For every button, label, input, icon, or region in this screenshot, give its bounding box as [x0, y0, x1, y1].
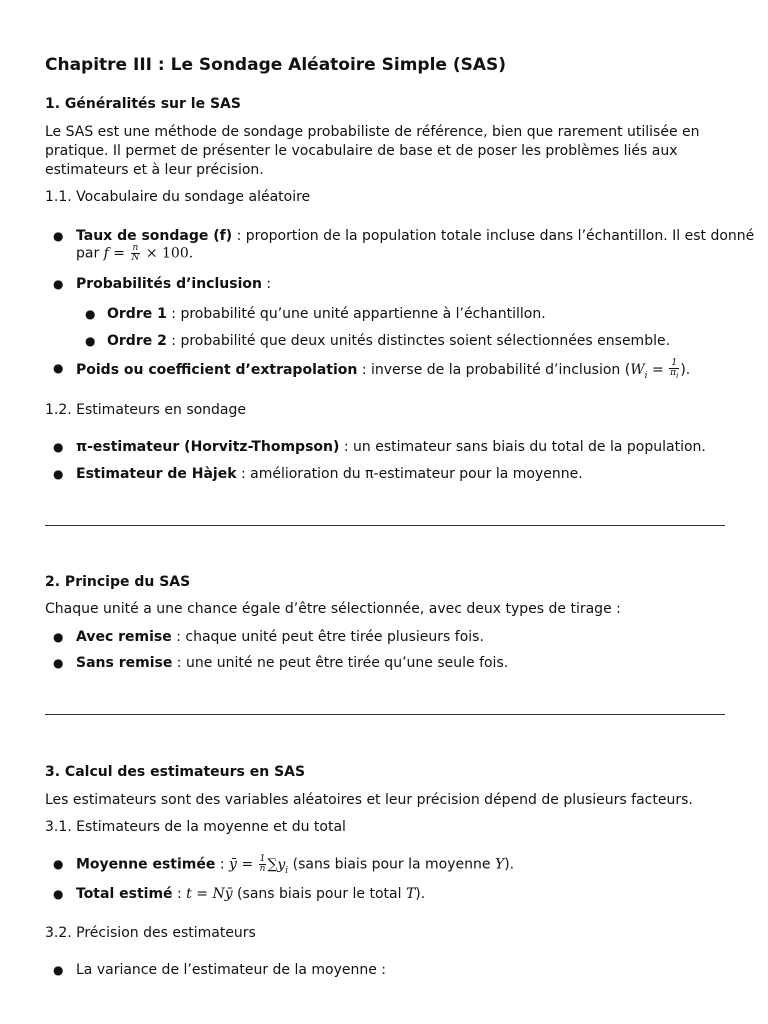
taux-label: Taux de sondage (f) [76, 228, 233, 244]
bullet-icon: ● [53, 440, 64, 454]
pi-text: : un estimateur sans biais du total de la population. [339, 439, 706, 455]
tot-text: (sans biais pour le total [232, 886, 406, 902]
list-item-ordre-1 [107, 305, 546, 324]
subsection-1-1-heading: 1.1. Vocabulaire du sondage aléatoire [45, 189, 311, 205]
section-3-intro: Les estimateurs sont des variables aléatoires et leur précision dépend de plusieurs facteurs. [45, 792, 693, 808]
ordre2-text: : probabilité que deux unités distinctes soient sélectionnées ensemble. [166, 333, 671, 349]
formula-t: t [186, 886, 192, 902]
list-item-proba [76, 275, 271, 294]
fraction-n-over-N: $\frac{n}{N}$ [131, 243, 140, 263]
moy-end: ). [504, 856, 515, 873]
tot-sep: : [172, 886, 187, 902]
var-text: La variance de l’estimateur de la moyenne : [76, 962, 387, 978]
list-item-ordre-2 [107, 332, 670, 351]
tot-label: Total estimé [76, 886, 173, 902]
bullet-icon: ● [53, 277, 64, 291]
moy-text: (sans biais pour la moyenne [288, 856, 495, 873]
section-divider [45, 714, 725, 715]
list-item-poids: Poids ou coefficient d’extrapolation : inverse de la probabilité d’inclusion ($W_i$ = $\frac{1}{\pi_i}$ ). [76, 358, 691, 381]
fraction-1-over-n: $\frac{1}{n}$ [259, 854, 266, 874]
list-item-taux-formula: par f = $\frac{n}{N}$ × 100. [76, 243, 194, 263]
bullet-icon: ● [53, 656, 64, 670]
proba-text: : [261, 276, 272, 292]
poids-label: Poids ou coefficient d’extrapolation [76, 361, 358, 378]
symbol-T: T [405, 886, 416, 902]
pi-label: π-estimateur (Horvitz-Thompson) [76, 439, 340, 455]
formula-wi: $W_i$ [630, 361, 648, 381]
ordre1-text: : probabilité qu’une unité appartienne à l’échantillon. [166, 306, 546, 322]
sans-text: : une unité ne peut être tirée qu’une seule fois. [172, 655, 509, 671]
subsection-1-2-heading: 1.2. Estimateurs en sondage [45, 402, 247, 418]
list-item-sans-remise [76, 654, 508, 673]
poids-end: ). [680, 361, 691, 378]
chapter-title: Chapitre III : Le Sondage Aléatoire Simple (SAS) [45, 55, 507, 75]
list-item-moyenne: Moyenne estimée : ȳ = $\frac{1}{n}$ $\sum y_i$ (sans biais pour la moyenne Y). [76, 854, 515, 876]
bullet-icon: ● [53, 963, 64, 977]
bullet-icon: ● [53, 857, 64, 871]
formula-f: f [103, 245, 109, 262]
tot-end: ). [415, 886, 426, 902]
avec-text: : chaque unité peut être tirée plusieurs fois. [171, 629, 484, 645]
sans-label: Sans remise [76, 655, 173, 671]
symbol-Y: Y [494, 856, 505, 873]
section-1-heading: 1. Généralités sur le SAS [45, 96, 241, 112]
bullet-icon: ● [53, 887, 64, 901]
list-item-hajek [76, 465, 583, 484]
avec-label: Avec remise [76, 629, 172, 645]
moy-sep: : [215, 856, 229, 873]
section-3-heading: 3. Calcul des estimateurs en SAS [45, 764, 306, 780]
proba-label: Probabilités d’inclusion [76, 276, 262, 292]
list-item-avec-remise [76, 628, 484, 647]
moy-label: Moyenne estimée [76, 856, 216, 873]
hajek-label: Estimateur de Hàjek [76, 466, 237, 482]
list-item-total: Total estimé : t = Nȳ (sans biais pour le total T). [76, 886, 426, 902]
taux-text: : proportion de la population totale incluse dans l’échantillon. Il est donné [232, 228, 755, 244]
section-1-intro: Le SAS est une méthode de sondage probabiliste de référence, bien que rarement utilisée en pratique. Il permet de présenter le vocabulaire de base et de poser les problèmes liés aux estimateurs et à leur précision. [45, 124, 700, 178]
bullet-icon: ● [53, 361, 64, 375]
section-2-intro: Chaque unité a une chance égale d’être sélectionnée, avec deux types de tirage : [45, 601, 621, 617]
bullet-icon: ● [85, 334, 96, 348]
bullet-icon: ● [53, 630, 64, 644]
section-divider [45, 525, 725, 526]
formula-ybar: ȳ [229, 856, 237, 873]
subsection-3-1-heading: 3.1. Estimateurs de la moyenne et du total [45, 819, 346, 835]
bullet-icon: ● [85, 307, 96, 321]
section-2-heading: 2. Principe du SAS [45, 574, 191, 590]
ordre1-label: Ordre 1 [107, 306, 167, 322]
fraction-1-over-pi: $\frac{1}{\pi_i}$ [670, 358, 679, 380]
taux-text-2: par [76, 245, 104, 262]
hajek-text: : amélioration du π-estimateur pour la moyenne. [236, 466, 583, 482]
bullet-icon: ● [53, 467, 64, 481]
list-item-pi-estimateur [76, 438, 706, 457]
bullet-icon: ● [53, 229, 64, 243]
poids-text: : inverse de la probabilité d’inclusion ( [357, 361, 631, 378]
ordre2-label: Ordre 2 [107, 333, 167, 349]
list-item-variance [76, 961, 386, 980]
subsection-3-2-heading: 3.2. Précision des estimateurs [45, 925, 256, 941]
